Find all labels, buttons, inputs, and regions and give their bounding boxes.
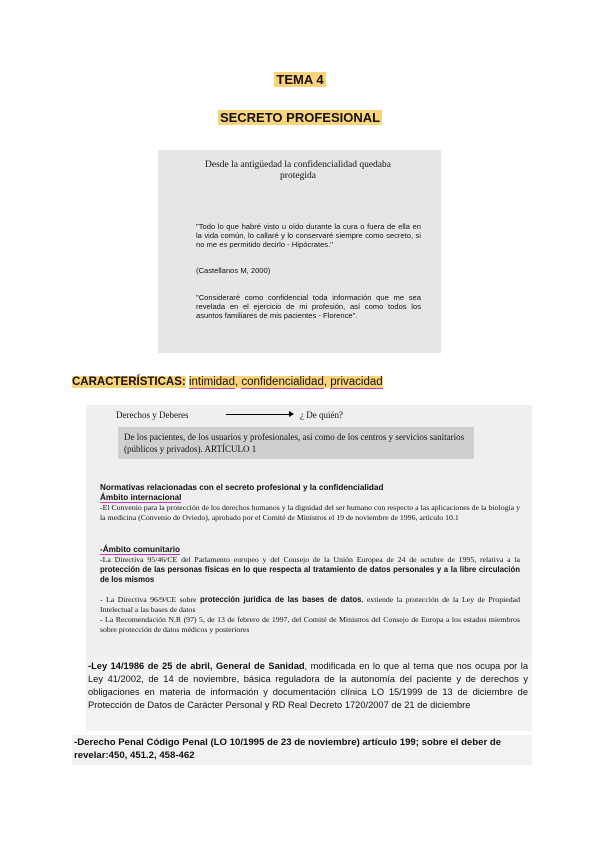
normativas-heading: Normativas relacionadas con el secreto profesional y la confidencialidad xyxy=(100,483,384,492)
item-intimidad: intimidad xyxy=(188,376,235,388)
pacientes-panel xyxy=(118,427,474,459)
item-privacidad: privacidad xyxy=(330,376,383,388)
ley-sanidad-text: -Ley 14/1986 de 25 de abril, General de Sanidad, modificada en lo que al tema que nos ocupa por la Ley 41/2002, de 14 de noviembre, básica reguladora de la autonomía del paciente y de derechos y obligaciones en materia de información y documentación clínica LO 15/1999 de 13 de diciembre de Protección de Datos de Carácter Personal y RD Real Decreto 1720/2007 de 21 de diciembre xyxy=(88,661,528,710)
arrow-right-icon xyxy=(226,414,292,415)
caracteristicas-label: CARACTERÍSTICAS: xyxy=(72,376,186,388)
directiva-95-text: -La Directiva 95/46/CE del Parlamento europeo y del Consejo de la Unión Europea de 24 de octubre de 1995, relativa a la protección de las personas físicas en lo que respecta al tratamiento de datos personales y a la libre circulación de los mismos xyxy=(100,555,520,584)
pacientes-text: De los pacientes, de los usuarios y profesionales, así como de los centros y servicios sanitarios (públicos y privados). ARTÍCULO 1 xyxy=(124,432,465,454)
caracteristicas-items: intimidad, confidencialidad, privacidad xyxy=(188,376,383,388)
directiva-96-text: - La Directiva 96/9/CE sobre protección jurídica de las bases de datos, extiende la protección de la Ley de Propiedad Intelectual a las bases de datos - La Recomendación N.R (97) 5, de 13 de febrero de 1997, del Comité de Ministros del Consejo de Europa a los estados miembros sobre protección de datos médicos y posteriores xyxy=(100,595,520,634)
quote-heading: Desde la antigüedad la confidencialidad quedaba protegida xyxy=(205,160,391,181)
de-quien-label: ¿ De quién? xyxy=(300,410,343,420)
ley-sanidad-image xyxy=(86,657,532,731)
derechos-deberes-label: Derechos y Deberes xyxy=(116,410,189,420)
convenio-oviedo-text: -El Convenio para la protección de los derechos humanos y la dignidad del ser humano con respecto a las aplicaciones de la biología y la medicina (Convenio de Oviedo), aprobado por el Comité de Ministros el 19 de noviembre de 1996, artículo 10.1 xyxy=(100,503,520,522)
ambito-comunitario-heading: -Ámbito comunitario xyxy=(100,545,181,554)
florence-quote: "Consideraré como confidencial toda información que me sea revelada en el ejercicio de mi profesión, así como todos los asuntos familiares de mis pacientes - Florence". xyxy=(196,293,421,320)
hippocrates-quote: "Todo lo que habré visto u oído durante la cura o fuera de ella en la vida común, lo callaré y lo conservaré siempre como secreto, si no me es permitido decirlo - Hipócrates." xyxy=(196,222,421,249)
section-title: SECRETO PROFESIONAL xyxy=(219,110,381,125)
derecho-penal-text: -Derecho Penal Código Penal (LO 10/1995 de 23 de noviembre) artículo 199; sobre el deber de revelar:450, 451.2, 458-462 xyxy=(74,737,502,761)
ambito-internacional-heading: Ámbito internacional xyxy=(100,493,182,502)
item-confidencialidad: confidencialidad xyxy=(241,376,324,388)
recomendacion-text: - La Recomendación N.R (97) 5, de 13 de febrero de 1997, del Comité de Ministros del Consejo de Europa a los estados miembros sobre protección de datos médicos y posteriores xyxy=(100,615,520,634)
quote-image xyxy=(158,150,441,353)
derecho-penal-image xyxy=(72,735,532,765)
tema-title: TEMA 4 xyxy=(276,72,324,87)
normativa-image xyxy=(86,405,532,657)
quote-source: (Castellanos M, 2000) xyxy=(196,266,271,275)
caracteristicas-line xyxy=(72,376,383,388)
